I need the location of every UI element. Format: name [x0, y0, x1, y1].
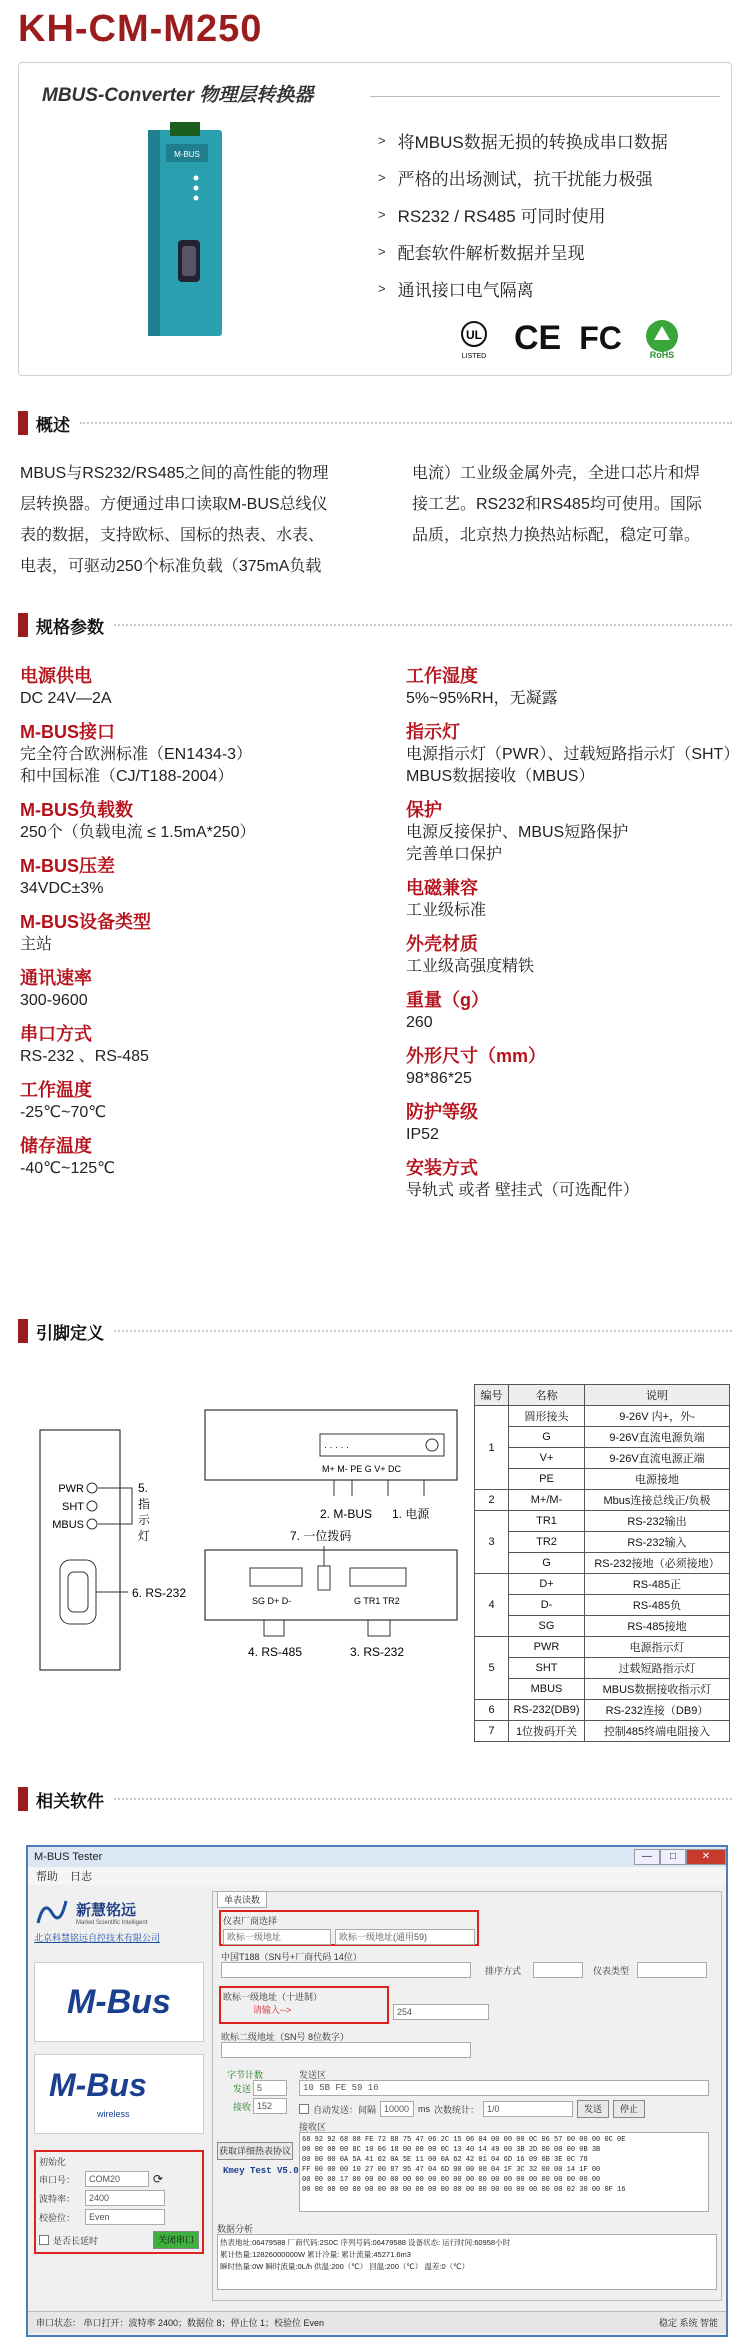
rs485-note: 4. RS-485 [248, 1645, 303, 1659]
recv-hex-line: 00 00 00 00 00 00 00 00 00 00 00 00 00 00 00 00 00 00 00 00 00 02 30 00 0F 16 [302, 2186, 626, 2194]
spec-value: RS-232 、RS-485 [20, 1048, 149, 1065]
table-cell: RS-232(DB9) [509, 1700, 585, 1721]
vendor-select-1[interactable]: 欧标一级地址 [223, 1929, 331, 1945]
spec-item [20, 1078, 350, 1124]
certification-logos [452, 316, 684, 360]
table-row [475, 1637, 730, 1658]
parity-select[interactable]: Even [85, 2209, 165, 2225]
svg-text:LISTED: LISTED [461, 353, 487, 360]
spec-value: 98*86*25 [406, 1070, 472, 1087]
table-cell: RS-232输出 [585, 1511, 730, 1532]
close-icon[interactable]: ✕ [686, 1849, 726, 1865]
rohs-icon [640, 316, 684, 360]
recv-hex-line: FF 00 00 00 10 27 00 87 95 47 04 6D 00 00 00 04 1F 3C 32 00 00 14 1F 00 [302, 2166, 601, 2174]
spec-heading: 防护等级 [406, 1102, 478, 1122]
spec-item [20, 664, 350, 710]
section-title: 相关软件 [36, 1791, 104, 1811]
company-logo-icon [34, 1897, 70, 1927]
status-right: 稳定 系统 智能 [658, 2318, 718, 2328]
times-counter: 1/0 [483, 2101, 573, 2117]
overview-left: MBUS与RS232/RS485之间的高性能的物理 层转换器。方便通过串口读取M-BUS总线仪 表的数据，支持欧标、国标的热表、水表、 电表，可驱动250个标准负载（375mA负载 [20, 465, 329, 575]
spec-value: DC 24V—2A [20, 690, 112, 707]
spec-item [406, 664, 736, 710]
company-cn: 新慧铭远 [76, 1901, 137, 1919]
spec-value: MBUS数据接收（MBUS） [406, 768, 595, 785]
spec-item [406, 1100, 736, 1146]
spec-item [20, 854, 350, 900]
device-label-mbus: M-BUS [174, 150, 200, 159]
arrow-icon: > [378, 133, 386, 148]
spec-item [20, 720, 350, 788]
section-title: 概述 [36, 415, 70, 435]
spec-heading: M-BUS接口 [20, 722, 115, 742]
refresh-icon[interactable]: ⟳ [153, 2172, 164, 2186]
recv-count: 152 [253, 2098, 287, 2114]
spec-value: 工业级标准 [406, 902, 487, 919]
left-panel [34, 1891, 204, 2301]
addr1-input[interactable]: 254 [393, 2004, 489, 2020]
analysis-line: 瞬时热量:0W 瞬时流量:0L/h 供温:200（℃） 回温:200（℃） 温差:0（℃） [220, 2262, 470, 2271]
spec-item [20, 1022, 350, 1068]
led-sht-label: SHT [62, 1501, 84, 1513]
spec-heading: 储存温度 [20, 1136, 92, 1156]
table-cell: RS-485接地 [585, 1616, 730, 1637]
auto-send-row: 自动发送：间隔 10000 ms 次数统计： 1/0 发送 停止 [299, 2100, 645, 2118]
spec-heading: 工作湿度 [406, 666, 478, 686]
svg-text:RoHS: RoHS [649, 350, 675, 360]
switch-note: 7. 一位拨码 [290, 1529, 352, 1543]
spec-right-column [406, 664, 740, 1212]
spec-heading: 电源供电 [20, 666, 92, 686]
table-cell: 电源指示灯 [585, 1637, 730, 1658]
subtitle-divider [370, 96, 720, 97]
detail-protocol-button[interactable]: 获取详细热表协议 [217, 2142, 293, 2160]
arrow-icon: > [378, 281, 386, 296]
spec-value: -40℃~125℃ [20, 1160, 116, 1177]
ce-icon: CE [514, 318, 562, 357]
spec-heading: 指示灯 [406, 722, 460, 742]
table-row [475, 1448, 730, 1469]
table-row [475, 1553, 730, 1574]
spec-value: 完善单口保护 [406, 846, 503, 863]
table-row [475, 1658, 730, 1679]
table-row [475, 1721, 730, 1742]
table-header-cell: 编号 [475, 1385, 509, 1406]
table-cell: 4 [475, 1574, 509, 1637]
spec-item [406, 798, 736, 866]
recv-hex-area[interactable] [299, 2132, 709, 2212]
menu-log[interactable]: 日志 [70, 1871, 92, 1883]
recv-hex-line: 00 00 00 00 8C 10 06 18 00 00 00 0C 13 40 14 49 00 3B 2D 00 00 00 0B 3B [302, 2146, 601, 2154]
spec-heading: 工作温度 [20, 1080, 92, 1100]
stop-button[interactable]: 停止 [613, 2100, 645, 2118]
spec-item [20, 910, 350, 956]
arrow-icon: > [378, 170, 386, 185]
spec-value: 250个（负载电流 ≤ 1.5mA*250） [20, 824, 256, 841]
table-row [475, 1427, 730, 1448]
spec-heading: 电磁兼容 [406, 878, 478, 898]
spec-item [20, 966, 350, 1012]
table-cell: SHT [509, 1658, 585, 1679]
spec-item [406, 876, 736, 922]
table-cell: RS-485正 [585, 1574, 730, 1595]
feature-item: > 配套软件解析数据并呈现 [378, 244, 585, 263]
spec-heading: 通讯速率 [20, 968, 92, 988]
recv-hex-line: 00 00 00 0A 5A 41 02 0A 5E 11 00 0A 62 42 01 04 6D 16 09 0B 3E 0C 78 [302, 2156, 588, 2164]
kmey-test-label: Kmey Test V5.0 [223, 2166, 299, 2176]
cn-addr-input[interactable] [221, 1962, 471, 1978]
table-cell: 7 [475, 1721, 509, 1742]
vendor-select-2[interactable]: 欧标一级地址(通用59) [335, 1929, 475, 1945]
table-cell: PE [509, 1469, 585, 1490]
company-link[interactable]: 北京科慧铭远自控技术有限公司 [34, 1933, 161, 1943]
arrow-icon: > [378, 207, 386, 222]
feature-item: > 严格的出场测试，抗干扰能力极强 [378, 170, 653, 189]
table-row [475, 1574, 730, 1595]
table-cell: M+/M- [509, 1490, 585, 1511]
table-cell: G [509, 1427, 585, 1448]
led-pwr-label: PWR [58, 1483, 84, 1495]
table-row [475, 1700, 730, 1721]
recv-hex-line: 00 00 00 17 00 00 00 00 00 00 00 00 00 00 00 00 00 00 00 00 00 00 00 00 [302, 2176, 601, 2184]
spec-item [20, 1134, 350, 1180]
spec-item [406, 932, 736, 978]
section-header-specs [18, 612, 732, 638]
spec-value: 260 [406, 1014, 433, 1031]
spec-heading: 安装方式 [406, 1158, 478, 1178]
spec-heading: 串口方式 [20, 1024, 92, 1044]
table-row [475, 1532, 730, 1553]
table-cell: RS-232连接（DB9） [585, 1700, 730, 1721]
table-row [475, 1406, 730, 1427]
spec-value: 电源反接保护、MBUS短路保护 [406, 824, 629, 841]
addr2-input[interactable] [221, 2042, 471, 2058]
send-count: 5 [253, 2080, 287, 2096]
power-note: 1. 电源 [392, 1507, 430, 1521]
spec-value: IP52 [406, 1126, 439, 1143]
spec-item [406, 720, 740, 788]
table-cell: 9-26V直流电源负端 [585, 1427, 730, 1448]
window-title: M-BUS Tester [34, 1851, 103, 1863]
table-cell: 9-26V直流电源正端 [585, 1448, 730, 1469]
section-title: 引脚定义 [36, 1323, 104, 1343]
sort-select[interactable] [533, 1962, 583, 1978]
table-row [475, 1616, 730, 1637]
table-cell: 5 [475, 1637, 509, 1700]
spec-value: 电源指示灯（PWR）、过载短路指示灯（SHT） [406, 746, 740, 763]
spec-value: 和中国标准（CJ/T188-2004） [20, 768, 234, 785]
top-pins-label: M+ M- PE G V+ DC [322, 1464, 402, 1474]
spec-item [406, 988, 736, 1034]
mbus-wireless-logo: M-Bus wireless [34, 2054, 204, 2134]
table-header-row [475, 1385, 730, 1406]
fcc-icon: FC [579, 319, 622, 356]
tester-window [26, 1845, 728, 2337]
feature-list [378, 122, 668, 307]
minimize-icon[interactable]: — [634, 1849, 660, 1865]
table-cell: 3 [475, 1511, 509, 1574]
analysis-area [217, 2234, 717, 2290]
open-port-button[interactable]: 关闭串口 [153, 2231, 199, 2249]
leds-note: 5. [138, 1481, 149, 1495]
meter-type-select[interactable] [637, 1962, 707, 1978]
spec-left-column [20, 664, 350, 1190]
init-panel: 初始化 串口号： COM20 ⟳ 波特率： 2400 校验位： Even 是否长延时 关闭串口 [34, 2150, 204, 2254]
mbus-logo: M-Bus [34, 1962, 204, 2042]
spec-value: 导轨式 或者 壁挂式（可选配件） [406, 1182, 639, 1199]
spec-item [406, 1044, 736, 1090]
interval-input[interactable]: 10000 [380, 2101, 414, 2117]
table-row [475, 1469, 730, 1490]
auto-send-checkbox[interactable] [299, 2104, 309, 2114]
table-cell: 电源接地 [585, 1469, 730, 1490]
pin-definition-table [474, 1384, 730, 1742]
section-title: 规格参数 [36, 617, 104, 637]
table-row [475, 1679, 730, 1700]
table-cell: PWR [509, 1637, 585, 1658]
table-cell: 6 [475, 1700, 509, 1721]
table-cell: SG [509, 1616, 585, 1637]
svg-text:示: 示 [138, 1513, 151, 1527]
arrow-icon: > [378, 244, 386, 259]
vendor-box: 仪表厂商选择 欧标一级地址 欧标一级地址(通用59) [219, 1910, 479, 1946]
analysis-line: 累计热量:12826000000W 累计冷量: 累计流量:45271.6m3 [220, 2250, 411, 2259]
analysis-line: 热表地址:06479588 厂商代码:2S0C 序列号码:06479588 设备状态: 运行时间:60958小时 [220, 2238, 511, 2247]
table-cell: RS-232接地（必须接地） [585, 1553, 730, 1574]
spec-value: 300-9600 [20, 992, 88, 1009]
recv-hex-line: 68 92 92 68 08 FE 72 88 75 47 06 2C 15 06 04 00 00 00 0C 06 57 00 00 00 0C 0E [302, 2136, 626, 2144]
send-hex-input[interactable]: 10 5B FE 59 16 [299, 2080, 709, 2096]
table-cell: 1 [475, 1406, 509, 1490]
table-cell: 过载短路指示灯 [585, 1658, 730, 1679]
spec-value: 5%~95%RH，无凝露 [406, 690, 558, 707]
svg-text:灯: 灯 [138, 1529, 151, 1543]
table-cell: D- [509, 1595, 585, 1616]
table-cell: V+ [509, 1448, 585, 1469]
product-model: KH-CM-M250 [18, 8, 263, 50]
feature-item: > 将MBUS数据无损的转换成串口数据 [378, 133, 668, 152]
table-cell: RS-232输入 [585, 1532, 730, 1553]
table-cell: TR1 [509, 1511, 585, 1532]
table-cell: 圆形接头 [509, 1406, 585, 1427]
spec-heading: 重量（g） [406, 990, 489, 1010]
table-cell: TR2 [509, 1532, 585, 1553]
window-titlebar [28, 1847, 726, 1867]
maximize-icon[interactable]: □ [660, 1849, 686, 1865]
table-row [475, 1490, 730, 1511]
rs232-pins-label: G TR1 TR2 [354, 1596, 400, 1606]
longlink-checkbox[interactable] [39, 2235, 49, 2245]
rs485-pins-label: SG D+ D- [252, 1596, 292, 1606]
menubar [28, 1867, 726, 1885]
svg-text:指: 指 [138, 1497, 151, 1511]
section-header-software [18, 1786, 732, 1812]
send-button[interactable]: 发送 [577, 2100, 609, 2118]
status-text: 串口状态： 串口打开：波特率 2400；数据位 8；停止位 1；校验位 Even [36, 2318, 325, 2328]
spec-value: 工业级高强度精铁 [406, 958, 535, 975]
table-cell: MBUS数据接收指示灯 [585, 1679, 730, 1700]
table-header-cell: 名称 [509, 1385, 585, 1406]
mbus-note: 2. M-BUS [320, 1507, 373, 1521]
svg-text:· · · · ·: · · · · · [324, 1442, 349, 1452]
rs232-note: 3. RS-232 [350, 1645, 405, 1659]
table-cell: 1位拨码开关 [509, 1721, 585, 1742]
led-mbus-label: MBUS [52, 1519, 84, 1531]
section-header-pins [18, 1318, 732, 1344]
table-cell: MBUS [509, 1679, 585, 1700]
feature-item: > 通讯接口电气隔离 [378, 281, 534, 300]
table-header-cell: 说明 [585, 1385, 730, 1406]
table-cell: Mbus连接总线正/负极 [585, 1490, 730, 1511]
baud-select[interactable]: 2400 [85, 2190, 165, 2206]
addr1-box: 欧标一级地址（十进制） 请输入--> [219, 1986, 389, 2024]
table-cell: 9-26V 内+，外- [585, 1406, 730, 1427]
spec-item [406, 1156, 736, 1202]
device-image [140, 120, 230, 342]
tab-single-read[interactable]: 单表读数 [217, 1891, 267, 1908]
table-cell: 2 [475, 1490, 509, 1511]
section-header-overview [18, 410, 732, 436]
table-cell: 控制485终端电阻接入 [585, 1721, 730, 1742]
spec-value: 完全符合欧洲标准（EN1434-3） [20, 746, 253, 763]
table-cell: RS-485负 [585, 1595, 730, 1616]
company-en: Market Scientific Intelligent [76, 1919, 148, 1926]
status-bar [28, 2311, 726, 2333]
spec-value: 34VDC±3% [20, 880, 104, 897]
spec-heading: M-BUS设备类型 [20, 912, 151, 932]
spec-value: 主站 [20, 936, 53, 953]
port-select[interactable]: COM20 [85, 2171, 149, 2187]
db9-note: 6. RS-232 [132, 1586, 187, 1600]
spec-heading: M-BUS负载数 [20, 800, 133, 820]
spec-heading: M-BUS压差 [20, 856, 115, 876]
feature-item: > RS232 / RS485 可同时使用 [378, 207, 606, 226]
spec-value: -25℃~70℃ [20, 1104, 107, 1121]
table-cell: D+ [509, 1574, 585, 1595]
overview-right: 电流）工业级金属外壳，全进口芯片和焊 接工艺。RS232和RS485均可使用。国际 品质，北京热力换热站标配，稳定可靠。 [412, 465, 702, 544]
spec-heading: 保护 [406, 800, 442, 820]
table-row [475, 1511, 730, 1532]
svg-text:UL: UL [466, 328, 482, 342]
spec-heading: 外壳材质 [406, 934, 478, 954]
table-cell: G [509, 1553, 585, 1574]
pin-diagram [20, 1400, 470, 1720]
spec-heading: 外形尺寸（mm） [406, 1046, 547, 1066]
ul-listed-icon [452, 316, 496, 360]
spec-item [20, 798, 350, 844]
product-subtitle: MBUS-Converter 物理层转换器 [42, 85, 314, 106]
menu-help[interactable]: 帮助 [36, 1871, 58, 1883]
right-panel: 单表读数 仪表厂商选择 欧标一级地址 欧标一级地址(通用59) 中国T188（SN号+厂商代码 14位） 排序方式 仪表类型 欧标一级地址（十进制） 请输入--> 254 欧标二级地址（SN号 8位数字） 字节计数 发送 5 接收 152 发送区 10 5B FE 59 16 自动发送：间隔 10000 ms 次数统计： 1/0 发送 停止 接收区 68 92 92 68 08 FE 72 88 75 47 06 2C 15 06 04 00 00 00 0C 06 57 00 00 00 0C 0E 00 00 00 00 8C 10 06 18 00 00 00 0C 13 40 14 49 00 3B 2D 00 00 00 0B 3B 00 00 00 0A 5A 41 02 0A 5E 11 00 0A 62 42 01 04 6D 16 09 0B 3E 0C 78 FF 00 00 00 10 27 00 87 95 47 04 6D 00 00 00 04 1F 3C 32 00 00 14 1F 00 00 00 00 17 00 00 00 00 00 00 00 00 00 00 00 00 00 00 00 00 00 00 00 00 00 00 00 00 00 00 00 00 00 00 00 00 00 00 00 00 00 00 00 00 00 02 30 00 0F 16 获取详细热表协议 Kmey Test V5.0 数据分析 热表地址:06479588 厂商代码:2S0C 序列号码:06479588 设备状态: 运行时间:60958小时 累计热量:12826000000W 累计冷量: 累计流量:45271.6m3 瞬时热量:0W 瞬时流量:0L/h 供温:200（℃） 回温:200（℃） 温差:0（℃） [212, 1891, 722, 2301]
table-row [475, 1595, 730, 1616]
